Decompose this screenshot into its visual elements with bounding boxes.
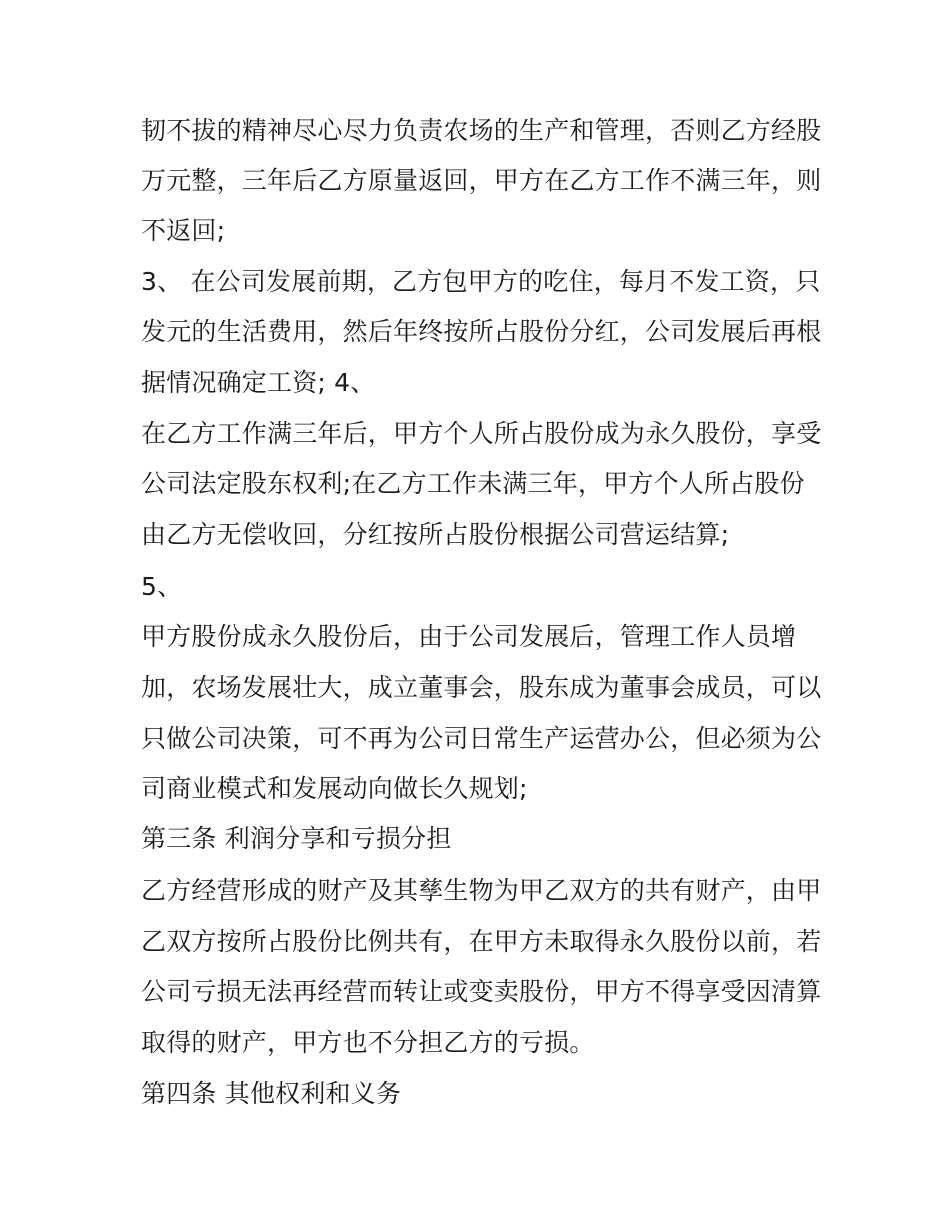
clause-4-line-1: 在乙方工作满三年后，甲方个人所占股份成为永久股份，享受 xyxy=(141,419,822,448)
clause-5-line-4: 司商业模式和发展动向做长久规划; xyxy=(141,774,528,803)
clause-3-line-2: 发元的生活费用，然后年终按所占股份分红，公司发展后再根 xyxy=(141,317,822,346)
paragraph-line-1: 韧不拔的精神尽心尽力负责农场的生产和管理，否则乙方经股 xyxy=(141,116,822,145)
clause-5-line-1: 甲方股份成永久股份后，由于公司发展后，管理工作人员增 xyxy=(141,622,797,651)
clause-5-line-3: 只做公司决策，可不再为公司日常生产运营办公，但必须为公 xyxy=(141,724,822,753)
paragraph-line-2: 万元整，三年后乙方原量返回，甲方在乙方工作不满三年，则 xyxy=(141,166,822,195)
clause-4-line-2: 公司法定股东权利;在乙方工作未满三年，甲方个人所占股份 xyxy=(141,469,805,498)
section-4-heading: 第四条 其他权利和义务 xyxy=(141,1079,402,1108)
section-3-line-4: 取得的财产，甲方也不分担乙方的亏损。 xyxy=(141,1028,595,1057)
clause-4-line-3: 由乙方无偿收回，分红按所占股份根据公司营运结算; xyxy=(141,520,730,549)
clause-3-line-1: 3、 在公司发展前期，乙方包甲方的吃住，每月不发工资，只 xyxy=(141,267,821,296)
section-3-line-1: 乙方经营形成的财产及其孳生物为甲乙双方的共有财产，由甲 xyxy=(141,876,822,905)
clause-5-line-2: 加，农场发展壮大，成立董事会，股东成为董事会成员，可以 xyxy=(141,673,822,702)
section-3-line-3: 公司亏损无法再经营而转让或变卖股份，甲方不得享受因清算 xyxy=(141,977,822,1006)
section-3-line-2: 乙双方按所占股份比例共有，在甲方未取得永久股份以前，若 xyxy=(141,927,822,956)
clause-5-number: 5、 xyxy=(141,572,183,601)
paragraph-line-3: 不返回; xyxy=(141,216,226,245)
section-3-heading: 第三条 利润分享和亏损分担 xyxy=(141,824,452,853)
clause-3-line-3: 据情况确定工资; 4、 xyxy=(141,368,376,397)
